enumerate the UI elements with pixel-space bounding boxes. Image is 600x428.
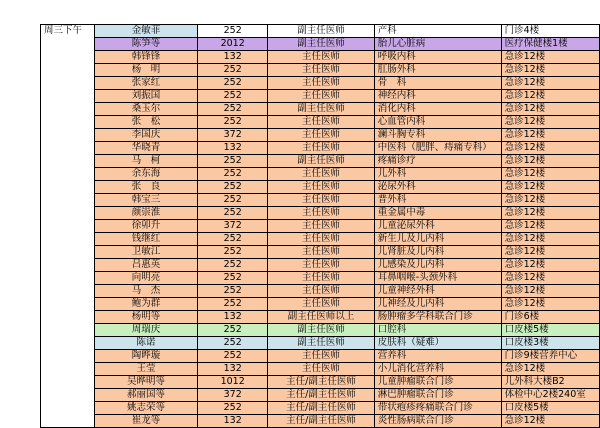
title-cell[interactable]: 主任医师: [268, 259, 374, 272]
table-row: [41, 259, 600, 272]
code-cell[interactable]: 252: [198, 168, 268, 181]
title-cell[interactable]: 主任医师: [268, 142, 374, 155]
code-cell[interactable]: 252: [198, 324, 268, 337]
department-cell[interactable]: 普外科: [374, 194, 501, 207]
location-cell[interactable]: 急诊12楼: [501, 168, 599, 181]
code-cell[interactable]: 252: [198, 402, 268, 415]
location-cell[interactable]: 儿外科大楼B2: [501, 376, 599, 389]
table-row: [41, 90, 600, 103]
doctor-name-cell[interactable]: 韩锋锋: [94, 51, 197, 64]
title-cell[interactable]: 副主任医师: [268, 38, 374, 51]
code-cell[interactable]: 252: [198, 207, 268, 220]
table-row: [41, 207, 600, 220]
title-cell[interactable]: 主任医师: [268, 246, 374, 259]
location-cell[interactable]: 急诊12楼: [501, 220, 599, 233]
code-cell[interactable]: 252: [198, 64, 268, 77]
title-cell[interactable]: 主任医师: [268, 129, 374, 142]
day-label-cell[interactable]: 周三下午: [41, 25, 95, 428]
department-cell[interactable]: 疼痛诊疗: [374, 155, 501, 168]
code-cell[interactable]: 252: [198, 90, 268, 103]
doctor-name-cell[interactable]: 余东海: [94, 168, 197, 181]
table-row: [41, 402, 600, 415]
department-cell[interactable]: 带状疱疹疼痛联合门诊: [374, 402, 501, 415]
doctor-name-cell[interactable]: 吕惠英: [94, 259, 197, 272]
title-cell[interactable]: 副主任医师: [268, 25, 374, 38]
location-cell[interactable]: 急诊12楼: [501, 415, 599, 428]
doctor-name-cell[interactable]: 颜崇淮: [94, 207, 197, 220]
department-cell[interactable]: 儿童神经外科: [374, 285, 501, 298]
location-cell[interactable]: 急诊12楼: [501, 51, 599, 64]
title-cell[interactable]: 主任医师: [268, 77, 374, 90]
code-cell[interactable]: 132: [198, 142, 268, 155]
code-cell[interactable]: 132: [198, 311, 268, 324]
department-cell[interactable]: 儿感染及儿内科: [374, 259, 501, 272]
location-cell[interactable]: 急诊12楼: [501, 272, 599, 285]
doctor-name-cell[interactable]: 桑玉尔: [94, 103, 197, 116]
schedule-table-body: [41, 25, 600, 428]
location-cell[interactable]: 急诊12楼: [501, 246, 599, 259]
table-row: [41, 25, 600, 38]
code-cell[interactable]: 2012: [198, 38, 268, 51]
location-cell[interactable]: 门诊6楼: [501, 311, 599, 324]
doctor-name-cell[interactable]: 鲍为群: [94, 298, 197, 311]
location-cell[interactable]: 门诊4楼: [501, 25, 599, 38]
doctor-name-cell[interactable]: 张家红: [94, 77, 197, 90]
doctor-name-cell[interactable]: 崔龙等: [94, 415, 197, 428]
title-cell[interactable]: 主任医师: [268, 90, 374, 103]
doctor-name-cell[interactable]: 姚志荣等: [94, 402, 197, 415]
location-cell[interactable]: 急诊12楼: [501, 103, 599, 116]
title-cell[interactable]: 主任医师: [268, 116, 374, 129]
code-cell[interactable]: 252: [198, 298, 268, 311]
title-cell[interactable]: 副主任医师: [268, 337, 374, 350]
table-row: [41, 246, 600, 259]
department-cell[interactable]: 口腔科: [374, 324, 501, 337]
department-cell[interactable]: 中医科（肥胖、痔痛专科）: [374, 142, 501, 155]
location-cell[interactable]: 急诊12楼: [501, 116, 599, 129]
title-cell[interactable]: 主任/副主任医师: [268, 376, 374, 389]
department-cell[interactable]: 新生儿及儿内科: [374, 233, 501, 246]
location-cell[interactable]: 急诊12楼: [501, 233, 599, 246]
department-cell[interactable]: 儿神经及儿内科: [374, 298, 501, 311]
code-cell[interactable]: 252: [198, 246, 268, 259]
title-cell[interactable]: 主任医师: [268, 64, 374, 77]
title-cell[interactable]: 主任医师: [268, 168, 374, 181]
department-cell[interactable]: 炎性肠病联合门诊: [374, 415, 501, 428]
location-cell[interactable]: 口皮楼5楼: [501, 324, 599, 337]
department-cell[interactable]: 神经内科: [374, 90, 501, 103]
title-cell[interactable]: 主任医师: [268, 363, 374, 376]
department-cell[interactable]: 心血管内科: [374, 116, 501, 129]
doctor-name-cell[interactable]: 刘振国: [94, 90, 197, 103]
department-cell[interactable]: 营养科: [374, 350, 501, 363]
department-cell[interactable]: 儿童肿瘤联合门诊: [374, 376, 501, 389]
table-row: [41, 155, 600, 168]
doctor-name-cell[interactable]: 韩宝三: [94, 194, 197, 207]
location-cell[interactable]: 急诊12楼: [501, 181, 599, 194]
schedule-table: [40, 24, 600, 428]
location-cell[interactable]: 急诊12楼: [501, 129, 599, 142]
table-row: [41, 77, 600, 90]
department-cell[interactable]: 胎儿心脏病: [374, 38, 501, 51]
code-cell[interactable]: 252: [198, 259, 268, 272]
department-cell[interactable]: 淋巴肿瘤联合门诊: [374, 389, 501, 402]
table-row: [41, 220, 600, 233]
doctor-name-cell[interactable]: 钱继红: [94, 233, 197, 246]
code-cell[interactable]: 252: [198, 181, 268, 194]
location-cell[interactable]: 急诊12楼: [501, 207, 599, 220]
department-cell[interactable]: 肛肠外科: [374, 64, 501, 77]
department-cell[interactable]: 儿外科: [374, 168, 501, 181]
department-cell[interactable]: 耳鼻咽喉-头颈外科: [374, 272, 501, 285]
title-cell[interactable]: 主任医师: [268, 298, 374, 311]
table-row: [41, 389, 600, 402]
title-cell[interactable]: 主任医师: [268, 220, 374, 233]
doctor-name-cell[interactable]: 卫敏江: [94, 246, 197, 259]
code-cell[interactable]: 132: [198, 51, 268, 64]
table-row: [41, 51, 600, 64]
code-cell[interactable]: 1012: [198, 376, 268, 389]
table-row: [41, 194, 600, 207]
location-cell[interactable]: 急诊12楼: [501, 285, 599, 298]
location-cell[interactable]: 急诊12楼: [501, 194, 599, 207]
code-cell[interactable]: 252: [198, 233, 268, 246]
table-row: [41, 285, 600, 298]
department-cell[interactable]: 肠肿瘤多学科联合门诊: [374, 311, 501, 324]
doctor-name-cell[interactable]: 张 良: [94, 181, 197, 194]
doctor-name-cell[interactable]: 杨 明: [94, 64, 197, 77]
department-cell[interactable]: 泌尿外科: [374, 181, 501, 194]
table-row: [41, 324, 600, 337]
code-cell[interactable]: 252: [198, 25, 268, 38]
title-cell[interactable]: 副主任医师以上: [268, 311, 374, 324]
department-cell[interactable]: 产科: [374, 25, 501, 38]
title-cell[interactable]: 主任医师: [268, 181, 374, 194]
code-cell[interactable]: 372: [198, 220, 268, 233]
code-cell[interactable]: 372: [198, 129, 268, 142]
title-cell[interactable]: 主任/副主任医师: [268, 415, 374, 428]
location-cell[interactable]: 急诊12楼: [501, 155, 599, 168]
title-cell[interactable]: 副主任医师: [268, 155, 374, 168]
title-cell[interactable]: 主任/副主任医师: [268, 389, 374, 402]
title-cell[interactable]: 主任医师: [268, 233, 374, 246]
location-cell[interactable]: 口皮楼3楼: [501, 337, 599, 350]
title-cell[interactable]: 主任医师: [268, 194, 374, 207]
title-cell[interactable]: 副主任医师: [268, 103, 374, 116]
location-cell[interactable]: 急诊12楼: [501, 363, 599, 376]
department-cell[interactable]: 骨 科: [374, 77, 501, 90]
title-cell[interactable]: 主任/副主任医师: [268, 402, 374, 415]
table-row: [41, 376, 600, 389]
table-row: [41, 350, 600, 363]
table-row: [41, 129, 600, 142]
code-cell[interactable]: 252: [198, 155, 268, 168]
title-cell[interactable]: 主任医师: [268, 285, 374, 298]
department-cell[interactable]: 澜斗胸专科: [374, 129, 501, 142]
title-cell[interactable]: 主任医师: [268, 350, 374, 363]
doctor-name-cell[interactable]: 徐卯升: [94, 220, 197, 233]
doctor-name-cell[interactable]: 向明亮: [94, 272, 197, 285]
table-row: [41, 103, 600, 116]
code-cell[interactable]: 132: [198, 363, 268, 376]
table-row: [41, 298, 600, 311]
doctor-name-cell[interactable]: 周瑞庆: [94, 324, 197, 337]
location-cell[interactable]: 口皮楼5楼: [501, 402, 599, 415]
doctor-name-cell[interactable]: 陈笋等: [94, 38, 197, 51]
code-cell[interactable]: 252: [198, 77, 268, 90]
doctor-name-cell[interactable]: 张 松: [94, 116, 197, 129]
doctor-name-cell[interactable]: 金敏菲: [94, 25, 197, 38]
doctor-name-cell[interactable]: 郝丽国等: [94, 389, 197, 402]
title-cell[interactable]: 主任医师: [268, 272, 374, 285]
table-row: [41, 415, 600, 428]
code-cell[interactable]: 252: [198, 272, 268, 285]
title-cell[interactable]: 主任医师: [268, 51, 374, 64]
location-cell[interactable]: 急诊12楼: [501, 64, 599, 77]
department-cell[interactable]: 小儿消化营养科: [374, 363, 501, 376]
code-cell[interactable]: 252: [198, 194, 268, 207]
table-row: [41, 64, 600, 77]
doctor-name-cell[interactable]: 王莹: [94, 363, 197, 376]
doctor-name-cell[interactable]: 杨明等: [94, 311, 197, 324]
department-cell[interactable]: 重金属中毒: [374, 207, 501, 220]
code-cell[interactable]: 132: [198, 415, 268, 428]
table-row: [41, 272, 600, 285]
table-row: [41, 168, 600, 181]
table-row: [41, 142, 600, 155]
table-row: [41, 363, 600, 376]
doctor-name-cell[interactable]: 马 柯: [94, 155, 197, 168]
doctor-name-cell[interactable]: 陶晔璇: [94, 350, 197, 363]
doctor-name-cell[interactable]: 李国庆: [94, 129, 197, 142]
location-cell[interactable]: 急诊12楼: [501, 90, 599, 103]
location-cell[interactable]: 急诊12楼: [501, 259, 599, 272]
location-cell[interactable]: 急诊12楼: [501, 298, 599, 311]
doctor-name-cell[interactable]: 陈诺: [94, 337, 197, 350]
doctor-name-cell[interactable]: 吴晔明等: [94, 376, 197, 389]
department-cell[interactable]: 呼吸内科: [374, 51, 501, 64]
code-cell[interactable]: 252: [198, 350, 268, 363]
department-cell[interactable]: 消化内科: [374, 103, 501, 116]
table-row: [41, 311, 600, 324]
doctor-name-cell[interactable]: 马 杰: [94, 285, 197, 298]
title-cell[interactable]: 副主任医师: [268, 324, 374, 337]
department-cell[interactable]: 儿肾脏及儿内科: [374, 246, 501, 259]
code-cell[interactable]: 252: [198, 337, 268, 350]
department-cell[interactable]: 儿童泌尿外科: [374, 220, 501, 233]
code-cell[interactable]: 252: [198, 103, 268, 116]
location-cell[interactable]: 医疗保健楼1楼: [501, 38, 599, 51]
doctor-name-cell[interactable]: 华晓青: [94, 142, 197, 155]
code-cell[interactable]: 252: [198, 285, 268, 298]
table-row: [41, 337, 600, 350]
table-row: [41, 116, 600, 129]
title-cell[interactable]: 主任医师: [268, 207, 374, 220]
location-cell[interactable]: 急诊12楼: [501, 142, 599, 155]
table-row: [41, 181, 600, 194]
table-row: [41, 38, 600, 51]
code-cell[interactable]: 372: [198, 389, 268, 402]
location-cell[interactable]: 体检中心2楼240室: [501, 389, 599, 402]
department-cell[interactable]: 皮肤科（疑难）: [374, 337, 501, 350]
location-cell[interactable]: 门诊9楼营养中心: [501, 350, 599, 363]
table-row: [41, 233, 600, 246]
location-cell[interactable]: 急诊12楼: [501, 77, 599, 90]
code-cell[interactable]: 252: [198, 116, 268, 129]
